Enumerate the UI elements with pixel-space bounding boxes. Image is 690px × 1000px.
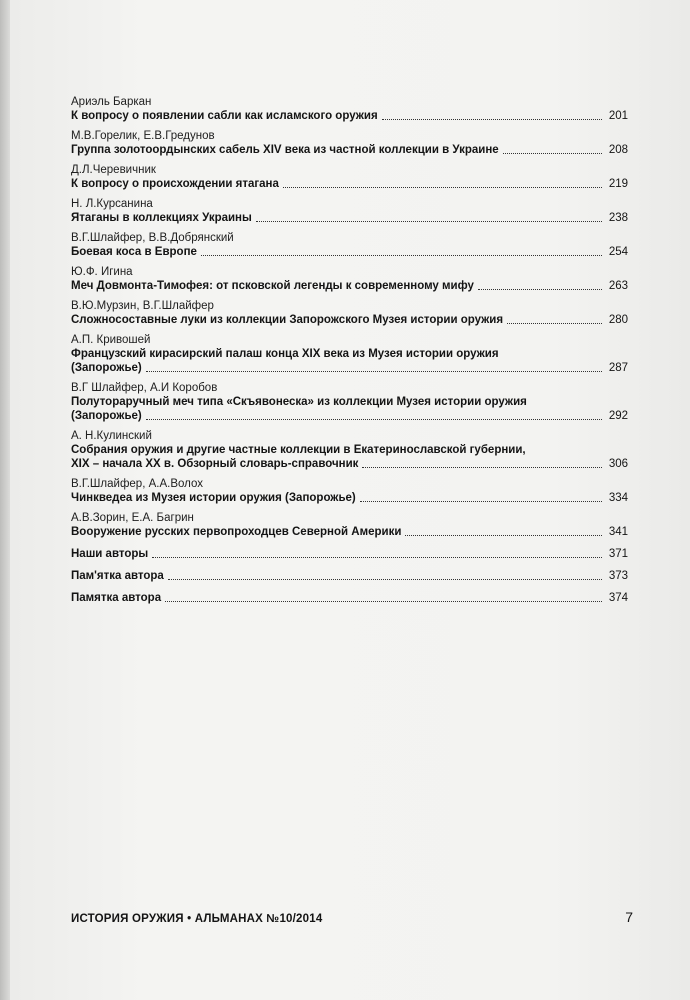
page-footer xyxy=(71,909,633,925)
toc-entry xyxy=(71,95,628,123)
toc-page-number: 373 xyxy=(608,570,628,582)
toc-title-line xyxy=(71,547,628,561)
table-of-contents xyxy=(71,95,628,613)
toc-title: Чинкведеа из Музея истории оружия (Запорожье) xyxy=(71,492,356,504)
toc-leader-dots xyxy=(283,187,602,188)
toc-title: XIX – начала XX в. Обзорный словарь-справочник xyxy=(71,458,359,470)
book-spine-edge xyxy=(0,0,10,1000)
toc-page-number: 341 xyxy=(608,526,628,538)
toc-author: Н. Л.Курсанина xyxy=(71,198,153,210)
toc-title: К вопросу о происхождении ятагана xyxy=(71,178,279,190)
toc-page-number: 371 xyxy=(608,548,628,560)
toc-page-number: 263 xyxy=(608,280,628,292)
toc-title-first-line: Французский кирасирский палаш конца XIX века из Музея истории оружия xyxy=(71,348,499,360)
toc-title-line-first xyxy=(71,395,628,409)
toc-entry xyxy=(71,163,628,191)
toc-leader-dots xyxy=(382,119,602,120)
toc-entry xyxy=(71,333,628,375)
toc-title-line xyxy=(71,591,628,605)
toc-entry-memo-ru xyxy=(71,591,628,605)
toc-title: Сложносоставные луки из коллекции Запорожского Музея истории оружия xyxy=(71,314,504,326)
toc-author: В.Г.Шлайфер, А.А.Волох xyxy=(71,478,203,490)
toc-title-line-first xyxy=(71,443,628,457)
folio-page-number: 7 xyxy=(625,909,633,925)
toc-page-number: 219 xyxy=(608,178,628,190)
toc-author: А.П. Кривошей xyxy=(71,334,151,346)
toc-title: К вопросу о появлении сабли как исламского оружия xyxy=(71,110,378,122)
toc-title-first-line: Собрания оружия и другие частные коллекции в Екатеринославской губернии, xyxy=(71,444,526,456)
toc-page-number: 254 xyxy=(608,246,628,258)
toc-page-number: 334 xyxy=(608,492,628,504)
toc-title-line xyxy=(71,279,628,293)
toc-title-line xyxy=(71,143,628,157)
toc-leader-dots xyxy=(405,535,602,536)
toc-leader-dots xyxy=(165,601,602,602)
toc-leader-dots xyxy=(256,221,602,222)
toc-entry xyxy=(71,231,628,259)
toc-author: А. Н.Кулинский xyxy=(71,430,152,442)
toc-page-number: 287 xyxy=(608,362,628,374)
toc-entry xyxy=(71,511,628,539)
toc-title-first-line: Полуторaручный меч типа «Скъявонеска» из коллекции Музея истории оружия xyxy=(71,396,527,408)
toc-author: М.В.Горелик, Е.В.Гредунов xyxy=(71,130,215,142)
toc-leader-dots xyxy=(152,557,602,558)
toc-title-line xyxy=(71,245,628,259)
toc-entry xyxy=(71,129,628,157)
toc-author: А.В.Зорин, Е.А. Багрин xyxy=(71,512,194,524)
toc-title: Боевая коса в Европе xyxy=(71,246,197,258)
footer-separator: • xyxy=(187,913,192,925)
toc-title-line xyxy=(71,361,628,375)
running-footer xyxy=(71,913,322,925)
toc-leader-dots xyxy=(503,153,602,154)
toc-entry xyxy=(71,197,628,225)
toc-leader-dots xyxy=(146,419,602,420)
toc-title: (Запорожье) xyxy=(71,362,142,374)
toc-entry xyxy=(71,299,628,327)
toc-title-line xyxy=(71,109,628,123)
toc-title-line-first xyxy=(71,347,628,361)
toc-title: (Запорожье) xyxy=(71,410,142,422)
toc-page-number: 208 xyxy=(608,144,628,156)
toc-title: Вооружение русских первопроходцев Северной Америки xyxy=(71,526,402,538)
toc-leader-dots xyxy=(360,501,602,502)
toc-author: В.Г Шлайфер, А.И Коробов xyxy=(71,382,218,394)
toc-title-line xyxy=(71,569,628,583)
toc-leader-dots xyxy=(201,255,602,256)
toc-page-number: 292 xyxy=(608,410,628,422)
toc-title-line xyxy=(71,491,628,505)
toc-title: Памятка автора xyxy=(71,592,162,604)
toc-leader-dots xyxy=(362,467,602,468)
toc-entry xyxy=(71,477,628,505)
toc-title: Ятаганы в коллекциях Украины xyxy=(71,212,252,224)
toc-leader-dots xyxy=(507,323,602,324)
toc-entry xyxy=(71,381,628,423)
toc-leader-dots xyxy=(478,289,602,290)
toc-entry-authors xyxy=(71,547,628,561)
toc-author: Ю.Ф. Игина xyxy=(71,266,133,278)
toc-page-number: 280 xyxy=(608,314,628,326)
toc-title: Наши авторы xyxy=(71,548,149,560)
toc-page-number: 201 xyxy=(608,110,628,122)
toc-entry-memo-uk xyxy=(71,569,628,583)
toc-entry xyxy=(71,265,628,293)
issue-label: АЛЬМАНАХ №10/2014 xyxy=(194,913,323,925)
toc-page-number: 374 xyxy=(608,592,628,604)
toc-title-line xyxy=(71,313,628,327)
toc-title: Группа золотоордынских сабель XIV века из частной коллекции в Украине xyxy=(71,144,499,156)
toc-author: Д.Л.Черевичник xyxy=(71,164,156,176)
toc-title: Пам'ятка автора xyxy=(71,570,164,582)
toc-title-line xyxy=(71,211,628,225)
journal-name: ИСТОРИЯ ОРУЖИЯ xyxy=(71,913,184,925)
toc-title-line xyxy=(71,177,628,191)
toc-author: В.Г.Шлайфер, В.В.Добрянский xyxy=(71,232,234,244)
toc-author: В.Ю.Мурзин, В.Г.Шлайфер xyxy=(71,300,214,312)
toc-title-line xyxy=(71,457,628,471)
toc-title-line xyxy=(71,525,628,539)
toc-author: Ариэль Баркан xyxy=(71,96,152,108)
toc-leader-dots xyxy=(168,579,602,580)
toc-title: Меч Довмонта-Тимофея: от псковской легенды к современному мифу xyxy=(71,280,474,292)
toc-page-number: 238 xyxy=(608,212,628,224)
toc-leader-dots xyxy=(146,371,602,372)
toc-entry xyxy=(71,429,628,471)
toc-title-line xyxy=(71,409,628,423)
toc-page-number: 306 xyxy=(608,458,628,470)
